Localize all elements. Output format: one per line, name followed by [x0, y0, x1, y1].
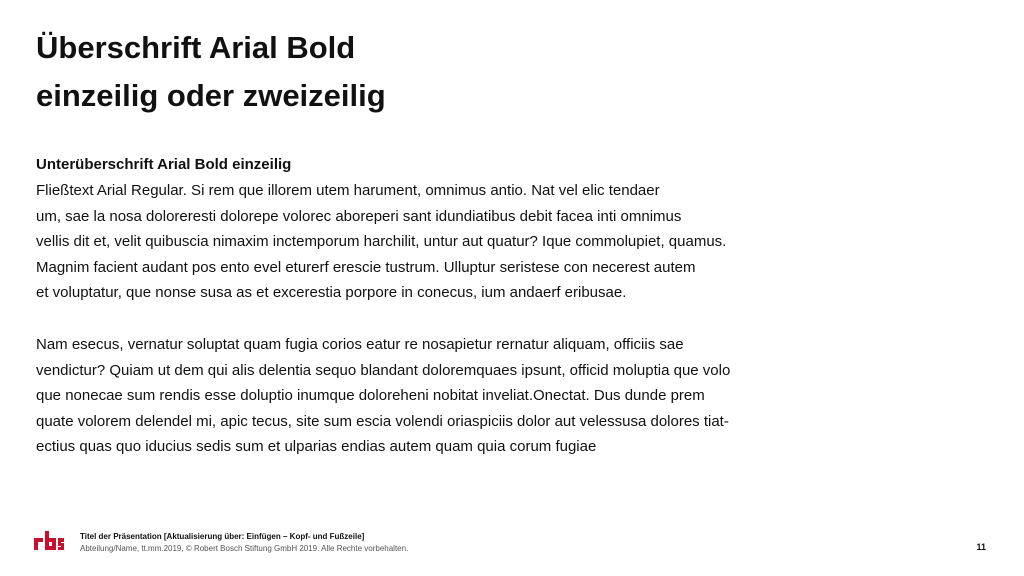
slide-title — [36, 24, 386, 120]
body-line: ectius quas quo iducius sedis sum et ulparias endias autem quam quia corum fugiae — [36, 438, 597, 455]
body-line: Magnim facient audant pos ento evel eturerf erescie tustrum. Ulluptur seristese con necerest autem — [36, 258, 696, 276]
page-number: 11 — [976, 542, 986, 552]
body-paragraph-2 — [36, 332, 730, 460]
rbs-logo-icon — [33, 529, 65, 551]
body-line: et voluptatur, que nonse susa as et excerestia porpore in conecus, ium andaerf eribusae. — [36, 284, 627, 301]
footer — [80, 531, 408, 555]
body-line: Fließtext Arial Regular. Si rem que illorem utem harument, omnimus antio. Nat vel elic tendaer — [36, 182, 660, 199]
footer-meta: Abteilung/Name, tt.mm.2019, © Robert Bosch Stiftung GmbH 2019. Alle Rechte vorbehalten. — [80, 544, 409, 553]
body-line: que nonecae sum rendis esse doluptio inumque doloreheni nobitat inveliat.Onectat. Dus dunde prem — [36, 387, 705, 404]
slide-subtitle: Unterüberschrift Arial Bold einzeilig — [36, 156, 292, 173]
slide-title-line-2: einzeilig oder zweizeilig — [36, 78, 386, 113]
body-line: vellis dit et, velit quibuscia nimaxim inctemporum harchilit, untur aut quatur? Ique commolupiet, quamus. — [36, 233, 727, 250]
body-line: quate volorem delendel mi, apic tecus, site sum escia volendi oriaspiciis dolor aut velessusa dolores tiat- — [36, 412, 729, 430]
body-line: um, sae la nosa doloreresti dolorepe volorec aboreperi sant idundiatibus debit facea inti omnimus — [36, 207, 682, 225]
body-line: vendictur? Quiam ut dem qui alis delentia sequo blandant doloremquaes ipsunt, officid moluptia que volo — [36, 361, 731, 379]
body-paragraph-1 — [36, 178, 726, 306]
footer-presentation-title: Titel der Präsentation [Aktualisierung über: Einfügen – Kopf- und Fußzeile] — [80, 532, 365, 541]
slide-title-line-1: Überschrift Arial Bold — [36, 30, 356, 65]
body-line: Nam esecus, vernatur soluptat quam fugia corios eatur re nosapietur rernatur aliquam, officiis sae — [36, 336, 684, 353]
